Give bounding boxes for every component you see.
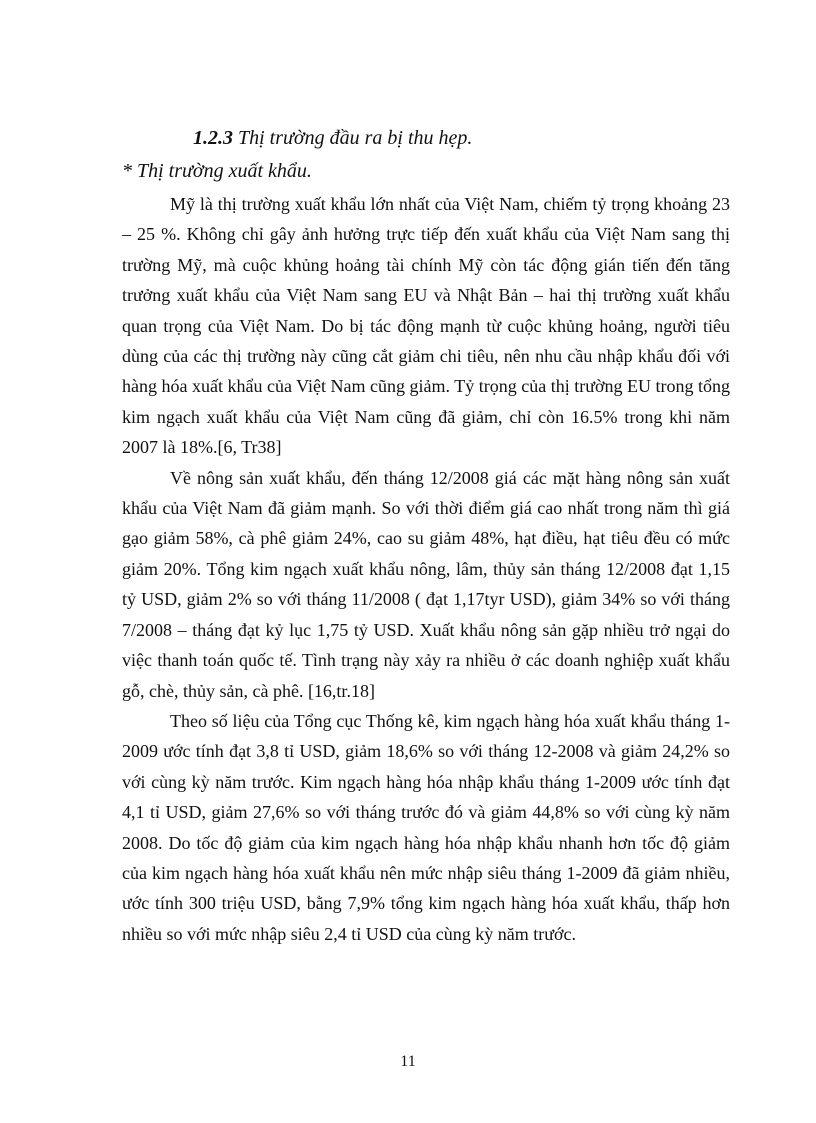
section-title: Thị trường đầu ra bị thu hẹp. [238, 127, 473, 149]
paragraph-statistics: Theo số liệu của Tổng cục Thống kê, kim ngạch hàng hóa xuất khẩu tháng 1-2009 ước tính đạt 3,8 tỉ USD, giảm 18,6% so với tháng 12-2008 và giảm 24,2% so với cùng kỳ năm trước. Kim ngạch hàng hóa nhập khẩu tháng 1-2009 ước tính đạt 4,1 tỉ USD, giảm 27,6% so với tháng trước đó và giảm 44,8% so với cùng kỳ năm 2008. Do tốc độ giảm của kim ngạch hàng hóa nhập khẩu nhanh hơn tốc độ giảm của kim ngạch hàng hóa xuất khẩu nên mức nhập siêu tháng 1-2009 đã giảm nhiều, ước tính 300 triệu USD, bằng 7,9% tổng kim ngạch hàng hóa xuất khẩu, thấp hơn nhiều so với mức nhập siêu 2,4 tỉ USD của cùng kỳ năm trước. [122, 710, 730, 944]
paragraph-us-market: Mỹ là thị trường xuất khẩu lớn nhất của Việt Nam, chiếm tỷ trọng khoảng 23 – 25 %. Không chỉ gây ảnh hưởng trực tiếp đến xuất khẩu của Việt Nam sang thị trường Mỹ, mà cuộc khủng hoảng tài chính Mỹ còn tác động gián tiến đến tăng trưởng xuất khẩu của Việt Nam sang EU và Nhật Bản – hai thị trường xuất khẩu quan trọng của Việt Nam. Do bị tác động mạnh từ cuộc khủng hoảng, người tiêu dùng của các thị trường này cũng cắt giảm chi tiêu, nên nhu cầu nhập khẩu đối với hàng hóa xuất khẩu của Việt Nam cũng giảm. Tỷ trọng của thị trường EU trong tổng kim ngạch xuất khẩu của Việt Nam cũng đã giảm, chỉ còn 16.5% trong khi năm 2007 là 18%.[6, Tr38] [122, 194, 730, 458]
body-text [122, 189, 730, 949]
sub-heading: * Thị trường xuất khẩu. [122, 160, 312, 182]
paragraph-agricultural-exports: Về nông sản xuất khẩu, đến tháng 12/2008 giá các mặt hàng nông sản xuất khẩu của Việt Nam đã giảm mạnh. So với thời điểm giá cao nhất trong năm thì giá gạo giảm 58%, cà phê giảm 24%, cao su giảm 48%, hạt điều, hạt tiêu đều có mức giảm 20%. Tổng kim ngạch xuất khẩu nông, lâm, thủy sản tháng 12/2008 đạt 1,15 tỷ USD, giảm 2% so với tháng 11/2008 ( đạt 1,17tyr USD), giảm 34% so với tháng 7/2008 – tháng đạt kỷ lục 1,75 tỷ USD. Xuất khẩu nông sản gặp nhiều trở ngại do việc thanh toán quốc tế. Tình trạng này xảy ra nhiều ở các doanh nghiệp xuất khẩu gỗ, chè, thủy sản, cà phê. [16,tr.18] [122, 467, 730, 701]
page-number: 11 [400, 1053, 416, 1070]
section-number: 1.2.3 [193, 127, 233, 149]
section-heading [193, 124, 472, 152]
